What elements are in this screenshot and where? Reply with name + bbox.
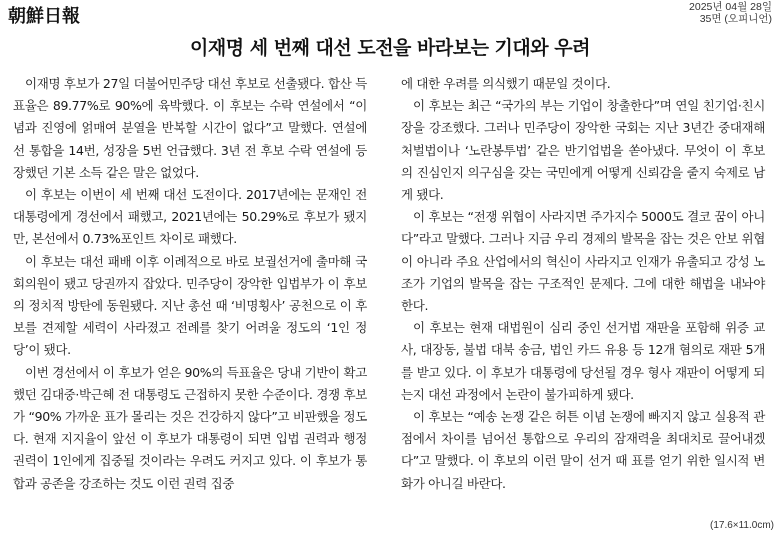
paragraph-continuation: 에 대한 우려를 의식했기 때문일 것이다. [401,76,611,91]
paragraph: 이번 경선에서 이 후보가 얻은 90%의 득표율은 당내 기반이 확고했던 김대중·박근혜 전 대통령도 근접하지 못한 수준이다. 경쟁 후보가 “90% 가까운 표가 몰리는 것은 건강하지 않다”고 비판했을 정도다. 현재 지지율이 앞선 이 후보가 대통령이 되면 입법 권력과 행정 권력이 1인에게 집중될 것이라는 우려도 커지고 있다. 이 후보가 통합과 공존을 강조하는 것도 이런 권력 집중 [13,364,367,491]
paragraph: 이재명 후보가 27일 더불어민주당 대선 후보로 선출됐다. 합산 득표율은 89.77%로 90%에 육박했다. 이 후보는 수락 연설에서 “이념과 진영에 얽매여 분열을 반복할 시간이 없다”고 말했다. 연설에선 통합을 14번, 성장을 5번 언급했다. 3년 전 후보 수락 연설에 등장했던 기본 소득 같은 말은 없었다. [13,76,367,180]
article-column-left [13,73,367,495]
article-title: 이재명 세 번째 대선 도전을 바라보는 기대와 우려 [190,37,590,59]
publication-date: 2025년 04월 28일 [689,1,772,13]
masthead-logo: 朝鮮日報 [8,6,80,27]
paragraph: 이 후보는 이번이 세 번째 대선 도전이다. 2017년에는 문재인 전 대통령에게 경선에서 패했고, 2021년에는 50.29%로 후보가 됐지만, 본선에서 0.73%포인트 차이로 패했다. [13,187,367,247]
paragraph: 이 후보는 대선 패배 이후 이례적으로 바로 보궐선거에 출마해 국회의원이 됐고 당권까지 잡았다. 민주당이 장악한 입법부가 이 후보의 정치적 방탄에 동원됐다. 지난 총선 때 ‘비명횡사’ 공천으로 이 후보를 견제할 세력이 사라졌고 전례를 찾기 어려울 정도의 ‘1인 정당’이 됐다. [13,253,367,358]
paragraph: 이 후보는 “예송 논쟁 같은 허튼 이념 논쟁에 빠지지 않고 실용적 관점에서 차이를 넘어선 통합으로 우리의 잠재력을 최대치로 끌어내겠다”고 말했다. 이 후보의 이런 말이 선거 때 표를 얻기 위한 일시적 변화가 아니길 바란다. [401,409,765,491]
paragraph: 이 후보는 “전쟁 위협이 사라지면 주가지수 5000도 결코 꿈이 아니다”라고 말했다. 그러나 지금 우리 경제의 발목을 잡는 것은 안보 위협이 아니라 주요 산업에서의 혁신이 사라지고 인재가 유출되고 강성 노조가 기업의 발목을 잡는 구조적인 문제다. 그에 대한 해법을 내놔야 한다. [401,209,765,314]
page-section: 35면 (오피니언) [699,13,772,25]
paragraph: 이 후보는 최근 “국가의 부는 기업이 창출한다”며 연일 친기업·친시장을 강조했다. 그러나 민주당이 장악한 국회는 지난 3년간 중대재해처벌법이나 ‘노란봉투법’ 같은 반기업법을 쏟아냈다. 무엇이 이 후보의 진심인지 의구심을 갖는 국민에게 어떻게 신뢰감을 줄지 숙제로 남게 됐다. [401,98,765,203]
publication-meta [689,1,772,25]
paragraph: 이 후보는 현재 대법원이 심리 중인 선거법 재판을 포함해 위증 교사, 대장동, 불법 대북 송금, 법인 카드 유용 등 12개 혐의로 재판 5개를 받고 있다. 이 후보가 대통령에 당선될 경우 형사 재판이 어떻게 되는지 대선 과정에서 논란이 불가피하게 됐다. [401,320,765,402]
article-size-note: (17.6×11.0cm) [709,520,774,531]
article-column-right [401,73,765,495]
